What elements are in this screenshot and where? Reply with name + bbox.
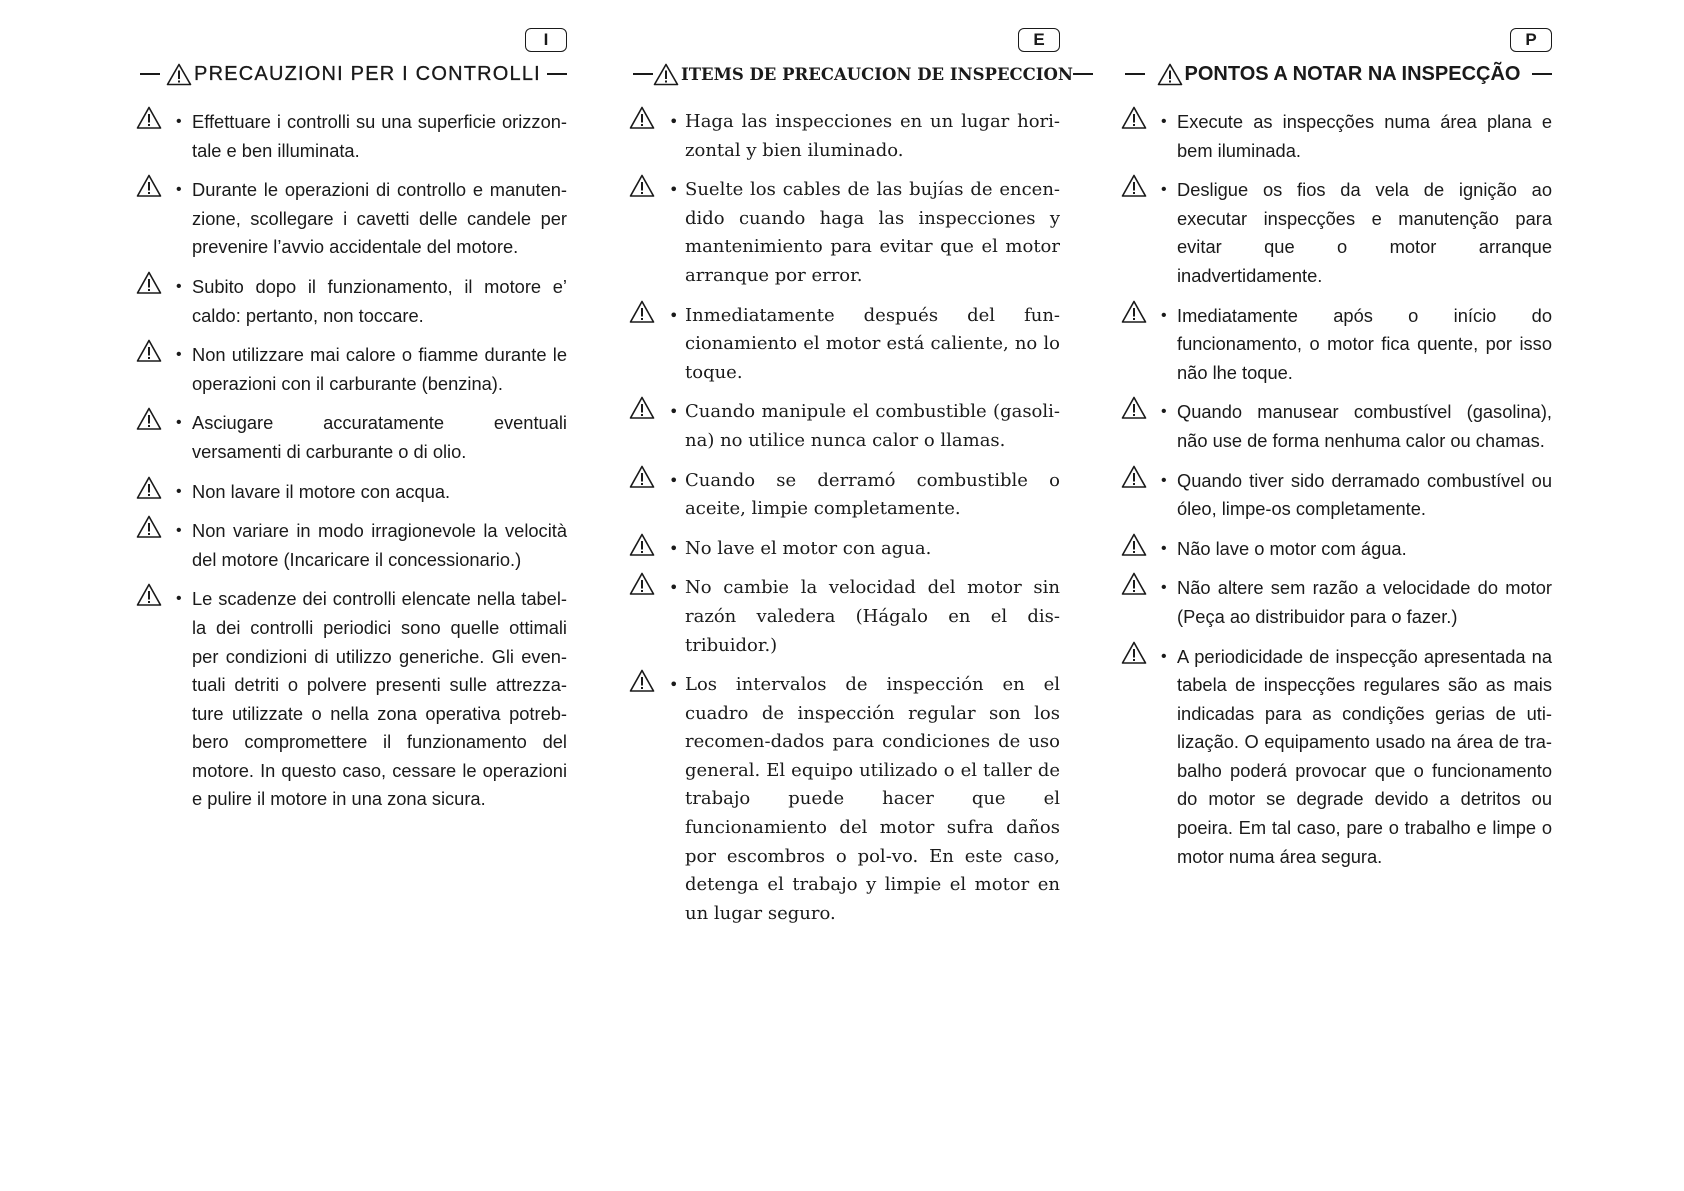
bullet: •	[669, 180, 679, 200]
warning-item	[1125, 398, 1552, 455]
warning-triangle-icon	[629, 396, 655, 420]
section-title-text: PONTOS A NOTAR NA INSPECÇÃO	[1184, 62, 1521, 85]
bullet: •	[1161, 113, 1167, 130]
column-portuguese	[1125, 28, 1552, 882]
bullet: •	[176, 277, 182, 295]
warning-triangle-icon	[629, 174, 655, 198]
warning-text: Cuando manipule el combustible (gasoli-na) no utilice nunca calor o llamas.	[685, 401, 1060, 451]
section-title	[1125, 60, 1552, 88]
warning-triangle-icon	[1121, 465, 1147, 489]
warning-triangle-icon	[136, 174, 162, 198]
warning-triangle-icon	[629, 106, 655, 130]
warning-triangle-icon	[629, 533, 655, 557]
bullet: •	[669, 305, 679, 325]
warning-triangle-icon	[629, 669, 655, 693]
bullet: •	[176, 414, 182, 432]
warning-item	[633, 398, 1060, 455]
warning-text: Suelte los cables de las bujías de encen-dido cuando haga las inspecciones y mantenimiento para evitar que el motor arranque por error.	[685, 179, 1060, 286]
warning-triangle-icon	[1121, 396, 1147, 420]
section-title	[140, 60, 567, 88]
warning-item	[140, 176, 567, 262]
warning-text: Cuando se derramó combustible o aceite, limpie completamente.	[685, 469, 1060, 520]
section-title-text: ITEMS DE PRECAUCION DE INSPECCION	[681, 64, 1073, 84]
warning-item	[140, 273, 567, 330]
warning-triangle-icon	[1121, 174, 1147, 198]
warning-text: Desligue os fios da vela de ignição ao executar inspecções e manutenção para evitar que o motor arranque inadvertidamente.	[1177, 179, 1552, 286]
language-badge: P	[1510, 28, 1552, 52]
warning-text: Quando manusear combustível (gasolina), não use de forma nenhuma calor ou chamas.	[1177, 401, 1552, 451]
warning-triangle-icon	[629, 300, 655, 324]
warning-triangle-icon	[1121, 106, 1147, 130]
warning-text: Effettuare i controlli su una superficie orizzon-tale e ben illuminata.	[192, 111, 567, 161]
bullet: •	[1161, 579, 1167, 597]
bullet: •	[176, 590, 182, 608]
bullet: •	[669, 470, 679, 490]
warning-text: Não altere sem razão a velocidade do motor (Peça ao distribuidor para o fazer.)	[1177, 577, 1552, 627]
title-dash-right	[1532, 73, 1552, 74]
warning-triangle-icon	[166, 63, 192, 86]
warning-item	[633, 302, 1060, 388]
section-title-text: PRECAUZIONI PER I CONTROLLI	[194, 62, 541, 85]
warning-item	[140, 108, 567, 165]
warning-list	[633, 108, 1060, 928]
column-spanish	[633, 28, 1073, 939]
warning-item	[633, 108, 1060, 165]
warning-item	[633, 535, 1060, 564]
section-title	[633, 60, 1073, 88]
warning-triangle-icon	[136, 583, 162, 607]
warning-text: Non lavare il motore con acqua.	[192, 480, 451, 502]
warning-triangle-icon	[136, 271, 162, 295]
warning-triangle-icon	[1121, 572, 1147, 596]
bullet: •	[669, 578, 679, 598]
bullet: •	[669, 675, 679, 695]
warning-list	[1125, 108, 1552, 871]
warning-text: Le scadenze dei controlli elencate nella tabel-la dei controlli periodici sono quelle ottimali per condizioni di utilizzo generiche. Gli even-tuali detriti o polvere presenti sulle attrezza-ture utilizzate o nella zona operativa potreb-bero compromettere il funzionamento del motore. In questo caso, cessare le operazioni e pulire il motore in una zona sicura.	[192, 588, 567, 810]
warning-text: Non variare in modo irragionevole la velocità del motore (Incaricare il concessionario.)	[192, 520, 567, 570]
bullet: •	[1161, 306, 1167, 324]
warning-text: Los intervalos de inspección en el cuadro de inspección regular son los recomen-dados para condiciones de uso general. El equipo utilizado o el taller de trabajo puede hacer que el funcionamiento del motor sufra daños por escombros o pol-vo. En este caso, detenga el trabajo y limpie el motor en un lugar seguro.	[685, 674, 1060, 924]
bullet: •	[176, 346, 182, 364]
title-dash-right	[1073, 73, 1093, 74]
warning-text: Execute as inspecções numa área plana e bem iluminada.	[1177, 111, 1552, 161]
bullet: •	[669, 112, 679, 131]
warning-text: Não lave o motor com água.	[1177, 537, 1407, 559]
warning-text: No cambie la velocidad del motor sin razón valedera (Hágalo en el dis-tribuidor.)	[685, 577, 1060, 656]
warning-text: Non utilizzare mai calore o fiamme durante le operazioni con il carburante (benzina).	[192, 344, 567, 394]
warning-item	[140, 341, 567, 398]
warning-item	[140, 409, 567, 466]
bullet: •	[176, 181, 182, 199]
bullet: •	[669, 402, 679, 422]
warning-item	[140, 585, 567, 814]
warning-text: Subito dopo il funzionamento, il motore e’ caldo: pertanto, non toccare.	[192, 275, 567, 326]
warning-item	[633, 176, 1060, 290]
warning-text: Asciugare accuratamente eventuali versamenti di carburante o di olio.	[192, 412, 567, 462]
warning-triangle-icon	[136, 106, 162, 130]
warning-item	[633, 671, 1060, 928]
warning-text: No lave el motor con agua.	[685, 537, 932, 559]
warning-item	[140, 517, 567, 574]
language-badge: E	[1018, 28, 1060, 52]
warning-text: Quando tiver sido derramado combustível ou óleo, limpe-os completamente.	[1177, 469, 1552, 520]
warning-item	[1125, 643, 1552, 872]
bullet: •	[1161, 403, 1167, 421]
warning-item	[1125, 574, 1552, 631]
warning-list	[140, 108, 567, 814]
warning-triangle-icon	[629, 572, 655, 596]
bullet: •	[176, 522, 182, 540]
title-dash-left	[633, 73, 653, 74]
warning-item	[1125, 108, 1552, 165]
bullet: •	[1161, 647, 1167, 665]
warning-triangle-icon	[1121, 300, 1147, 324]
warning-text: A periodicidade de inspecção apresentada na tabela de inspecções regulares são as mais indicadas para as condições gerias de uti-lização. O equipamento usado na área de tra-balho poderá provocar que o funcionamento do motor se degrade devido a detritos ou poeira. Em tal caso, pare o trabalho e limpe o motor numa área segura.	[1177, 645, 1552, 867]
warning-item	[1125, 467, 1552, 524]
warning-text: Haga las inspecciones en un lugar hori-zontal y bien iluminado.	[685, 111, 1060, 161]
bullet: •	[669, 538, 679, 558]
warning-triangle-icon	[136, 339, 162, 363]
title-dash-right	[547, 73, 567, 74]
warning-triangle-icon	[136, 515, 162, 539]
warning-text: Inmediatamente después del fun-cionamiento el motor está caliente, no lo toque.	[685, 304, 1060, 383]
bullet: •	[1161, 181, 1167, 199]
bullet: •	[1161, 539, 1167, 557]
warning-triangle-icon	[136, 407, 162, 431]
warning-item	[1125, 176, 1552, 290]
bullet: •	[1161, 471, 1167, 489]
column-italian	[140, 28, 567, 825]
title-dash-left	[140, 73, 160, 74]
bullet: •	[176, 113, 182, 130]
warning-triangle-icon	[653, 63, 679, 86]
warning-triangle-icon	[629, 465, 655, 489]
language-badge: I	[525, 28, 567, 52]
warning-triangle-icon	[136, 476, 162, 500]
warning-text: Imediatamente após o início do funcionamento, o motor fica quente, por isso não lhe toque.	[1177, 304, 1552, 383]
warning-item	[1125, 302, 1552, 388]
warning-text: Durante le operazioni di controllo e manuten-zione, scollegare i cavetti delle candele per prevenire l’avvio accidentale del motore.	[192, 179, 567, 258]
warning-triangle-icon	[1121, 641, 1147, 665]
warning-item	[140, 478, 567, 507]
warning-item	[1125, 535, 1552, 564]
warning-triangle-icon	[1121, 533, 1147, 557]
warning-triangle-icon	[1157, 63, 1183, 86]
warning-item	[633, 574, 1060, 660]
bullet: •	[176, 482, 182, 500]
warning-item	[633, 467, 1060, 524]
title-dash-left	[1125, 73, 1145, 74]
